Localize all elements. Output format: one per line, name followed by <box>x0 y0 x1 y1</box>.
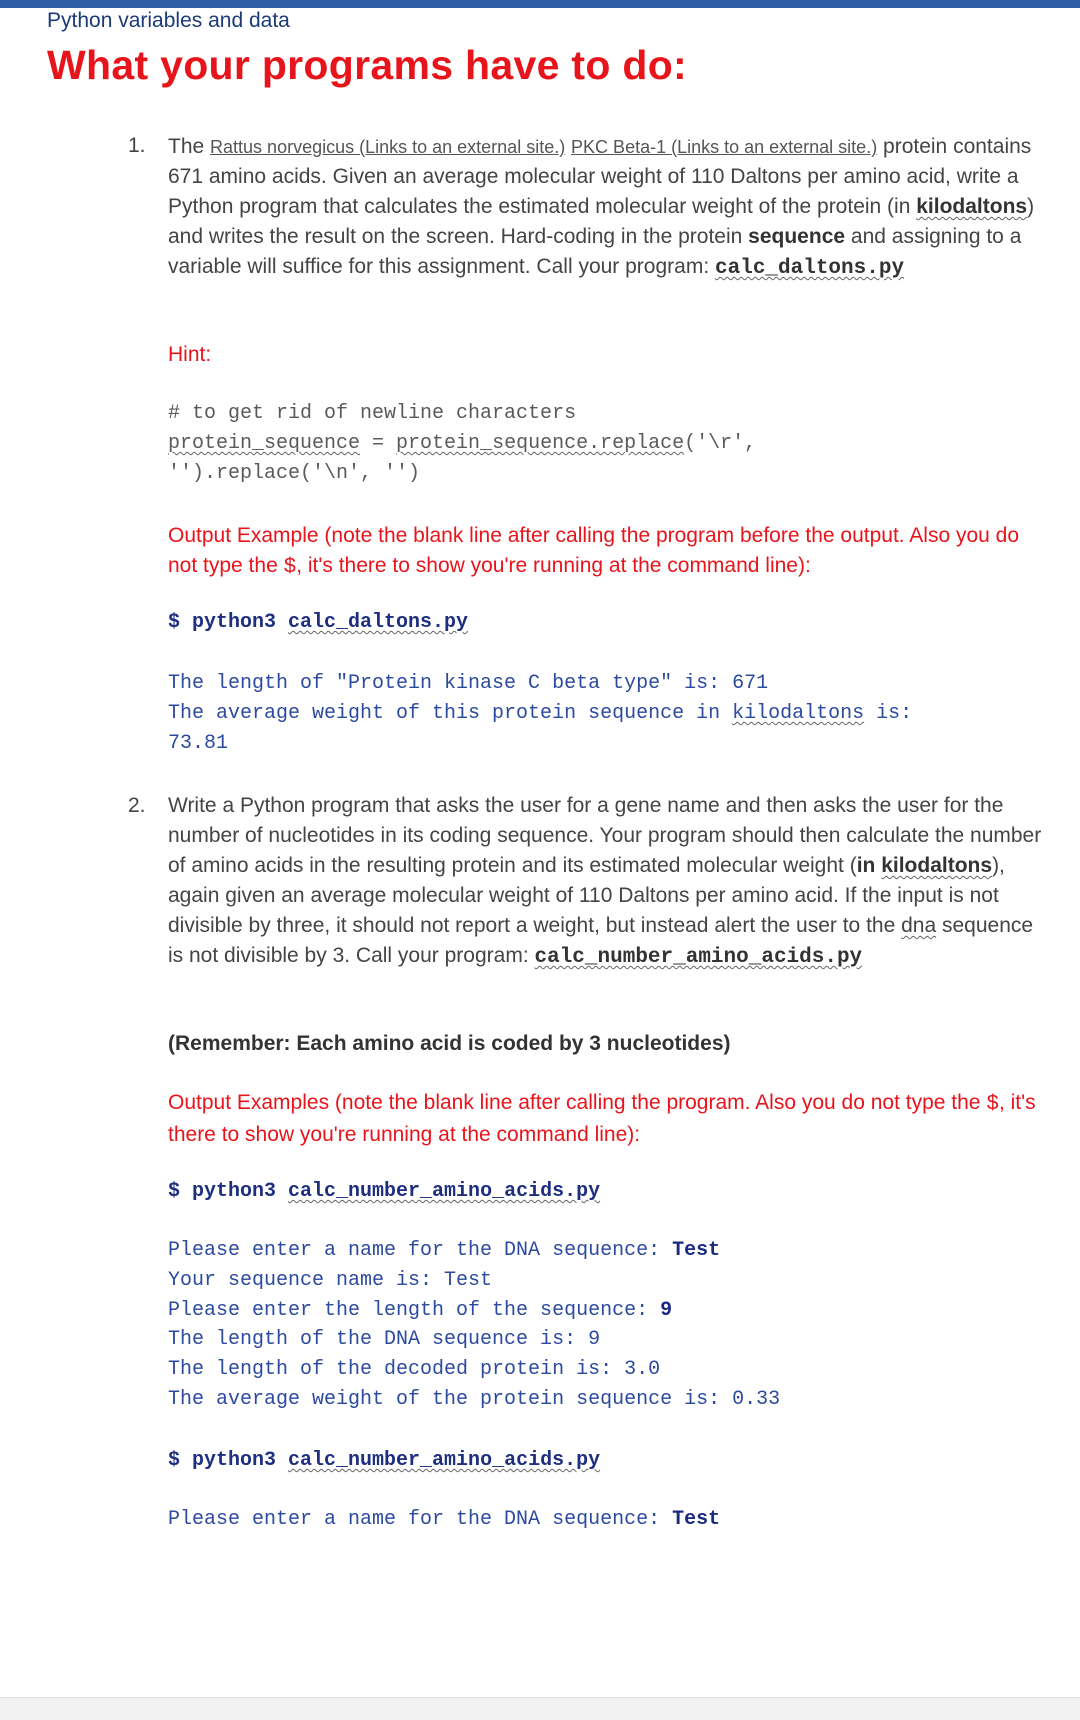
example-1-line-5: The length of the decoded protein is: 3.0 <box>168 1358 661 1381</box>
page-breadcrumb-title: Python variables and data <box>47 9 290 32</box>
sequence-term: sequence <box>748 225 846 248</box>
hint-label: Hint: <box>168 343 212 366</box>
example-1-line-2: Your sequence name is: Test <box>168 1269 493 1292</box>
page-heading: What your programs have to do: <box>47 42 687 88</box>
item-1-output-note: Output Example (note the blank line after calling the program before the output. Also you do not type the $, it's there to show you're running at the command line): <box>168 524 1020 579</box>
bottom-scroll-area <box>0 1697 1080 1720</box>
example-2-line-1: Please enter a name for the DNA sequence: Test <box>168 1508 721 1531</box>
pkc-beta-link[interactable]: PKC Beta-1 (Links to an external site.) <box>571 137 878 157</box>
hint-code-line-2: '').replace('\n', '') <box>168 462 421 485</box>
example-1-line-4: The length of the DNA sequence is: 9 <box>168 1328 601 1351</box>
item-2-description: Write a Python program that asks the user for a gene name and then asks the user for the number of nucleotides in its coding sequence. Your program should then calculate the number of amino acids in the resulting protein and its estimated molecular weight (in kilodaltons), again given an average molecular weight of 110 Daltons per amino acid. If the input is not divisible by three, it should not report a weight, but instead alert the user to the dna sequence is not divisible by 3. Call your program: calc_number_amino_acids.py <box>168 794 1042 969</box>
remember-note: (Remember: Each amino acid is coded by 3 nucleotides) <box>168 1032 731 1055</box>
top-bar <box>0 0 1080 8</box>
rattus-link[interactable]: Rattus norvegicus (Links to an external site.) <box>210 137 566 157</box>
item-1-command: $ python3 calc_daltons.py <box>168 611 469 634</box>
kilodaltons-term: kilodaltons <box>916 195 1028 218</box>
item-2-command: $ python3 calc_number_amino_acids.py <box>168 1180 601 1203</box>
item-1-output-line-2: The average weight of this protein sequence in kilodaltons is: <box>168 702 913 725</box>
item-1-output-line-1: The length of "Protein kinase C beta type" is: 671 <box>168 672 769 695</box>
example-1-line-1: Please enter a name for the DNA sequence: Test <box>168 1239 721 1262</box>
kilodaltons-term-2: kilodaltons <box>881 854 993 877</box>
item-1-number: 1. <box>128 134 146 157</box>
item-1-filename: calc_daltons.py <box>715 257 905 280</box>
example-1-line-3: Please enter the length of the sequence: 9 <box>168 1299 673 1322</box>
hint-comment: # to get rid of newline characters <box>168 402 577 425</box>
item-1-output-line-3: 73.81 <box>168 732 229 755</box>
item-2-output-note: Output Examples (note the blank line after calling the program. Also you do not type the $, it's there to show you're running at the command line): <box>168 1091 1036 1146</box>
item-2-filename: calc_number_amino_acids.py <box>534 946 863 969</box>
example-1-line-6: The average weight of the protein sequence is: 0.33 <box>168 1388 781 1411</box>
hint-code-line-1: protein_sequence = protein_sequence.replace('\r', <box>168 432 757 455</box>
item-2-command-2: $ python3 calc_number_amino_acids.py <box>168 1449 601 1472</box>
item-1-description: The Rattus norvegicus (Links to an external site.) PKC Beta-1 (Links to an external site.) protein contains 671 amino acids. Given an average molecular weight of 110 Daltons per amino acid, write a Python program that calculates the estimated molecular weight of the protein (in kilodaltons) and writes the result on the screen. Hard-coding in the protein sequence and assigning to a variable will suffice for this assignment. Call your program: calc_daltons.py <box>168 135 1035 280</box>
item-2-number: 2. <box>128 794 146 817</box>
